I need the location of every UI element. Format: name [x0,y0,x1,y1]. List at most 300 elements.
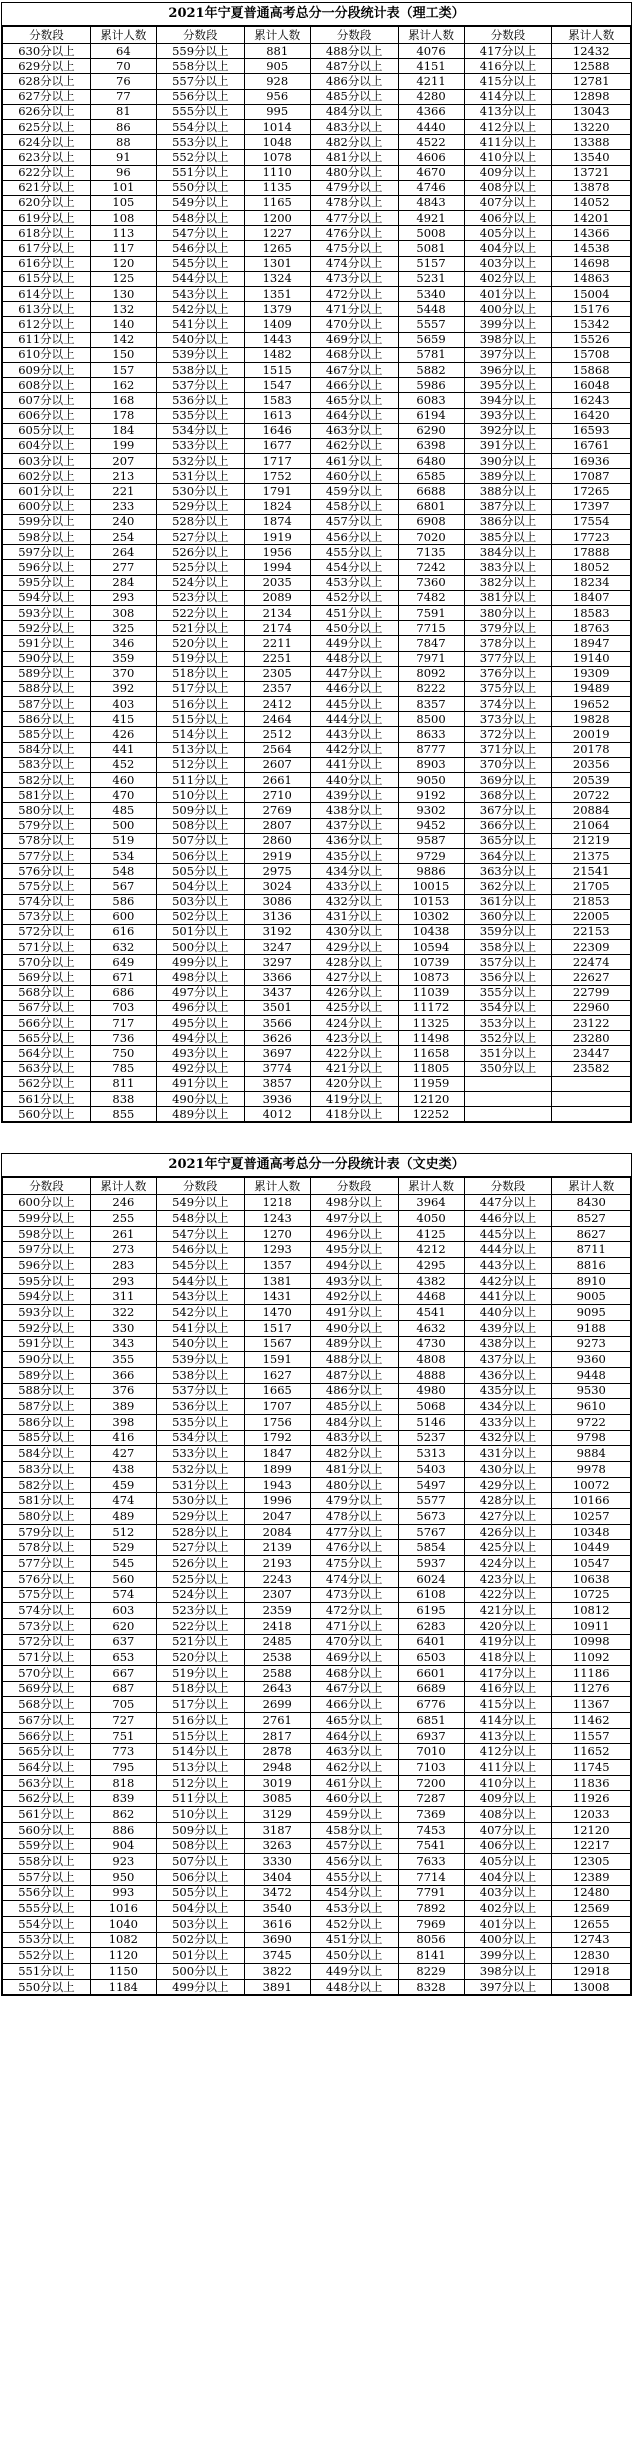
table-row [3,302,631,317]
score-cell: 573分以上 [3,909,91,924]
count-cell: 5008 [398,226,464,241]
score-cell: 600分以上 [3,499,91,514]
count-cell: 293 [90,1273,156,1289]
count-cell: 392 [90,681,156,696]
table-row [3,1571,631,1587]
score-cell: 588分以上 [3,1383,91,1399]
count-cell: 1792 [244,1430,310,1446]
count-cell: 12033 [552,1807,631,1823]
count-cell: 3263 [244,1838,310,1854]
score-cell: 630分以上 [3,44,91,59]
count-cell: 671 [90,970,156,985]
score-cell: 515分以上 [156,712,244,727]
score-cell: 493分以上 [156,1046,244,1061]
count-cell: 1048 [244,135,310,150]
count-cell: 2699 [244,1697,310,1713]
score-table [2,26,631,1122]
score-cell: 425分以上 [464,1540,552,1556]
count-cell: 8092 [398,666,464,681]
count-cell: 7892 [398,1901,464,1917]
count-cell: 14052 [552,195,631,210]
count-cell: 9192 [398,788,464,803]
count-cell: 12432 [552,44,631,59]
count-cell: 9978 [552,1462,631,1478]
table-row [3,271,631,286]
table-row [3,1932,631,1948]
score-cell: 560分以上 [3,1107,91,1122]
score-cell: 436分以上 [464,1367,552,1383]
count-cell: 8527 [552,1211,631,1227]
count-cell: 13043 [552,104,631,119]
score-cell: 443分以上 [310,727,398,742]
count-cell: 4151 [398,59,464,74]
score-cell: 460分以上 [310,1791,398,1807]
count-cell: 717 [90,1016,156,1031]
count-cell: 7103 [398,1760,464,1776]
count-cell: 886 [90,1822,156,1838]
column-header: 累计人数 [552,1178,631,1195]
count-cell: 20356 [552,757,631,772]
count-cell: 703 [90,1000,156,1015]
count-cell: 4366 [398,104,464,119]
table-row [3,681,631,696]
score-cell: 512分以上 [156,757,244,772]
score-cell: 571分以上 [3,1650,91,1666]
count-cell: 21375 [552,848,631,863]
score-cell: 502分以上 [156,1932,244,1948]
score-cell: 477分以上 [310,211,398,226]
count-cell: 10725 [552,1587,631,1603]
count-cell: 1324 [244,271,310,286]
count-cell: 6688 [398,484,464,499]
table-row [3,1336,631,1352]
table-row [3,165,631,180]
count-cell: 11652 [552,1744,631,1760]
score-cell: 429分以上 [310,940,398,955]
score-cell: 560分以上 [3,1822,91,1838]
score-cell: 557分以上 [156,74,244,89]
table-row [3,1760,631,1776]
score-cell [464,1076,552,1091]
score-cell: 494分以上 [310,1258,398,1274]
count-cell [552,1107,631,1122]
count-cell: 1707 [244,1399,310,1415]
score-cell: 507分以上 [156,1854,244,1870]
count-cell: 4050 [398,1211,464,1227]
score-cell: 514分以上 [156,1744,244,1760]
score-cell: 565分以上 [3,1031,91,1046]
score-cell: 495分以上 [156,1016,244,1031]
count-cell: 11557 [552,1728,631,1744]
count-cell: 21541 [552,864,631,879]
score-cell: 531分以上 [156,1477,244,1493]
count-cell: 11276 [552,1681,631,1697]
score-cell: 428分以上 [464,1493,552,1509]
count-cell: 6108 [398,1587,464,1603]
table-row [3,1587,631,1603]
count-cell: 1082 [90,1932,156,1948]
score-cell: 485分以上 [310,1399,398,1415]
score-cell: 448分以上 [310,651,398,666]
count-cell: 2769 [244,803,310,818]
table-row [3,241,631,256]
score-cell: 538分以上 [156,362,244,377]
count-cell: 22799 [552,985,631,1000]
count-cell: 7010 [398,1744,464,1760]
score-cell: 402分以上 [464,1901,552,1917]
table-row [3,1697,631,1713]
count-cell: 261 [90,1226,156,1242]
score-cell: 490分以上 [310,1320,398,1336]
score-cell: 571分以上 [3,940,91,955]
count-cell: 881 [244,44,310,59]
table-row [3,621,631,636]
score-cell: 500分以上 [156,1964,244,1980]
score-cell: 626分以上 [3,104,91,119]
count-cell: 6937 [398,1728,464,1744]
score-cell: 581分以上 [3,1493,91,1509]
score-cell: 449分以上 [310,1964,398,1980]
count-cell: 14863 [552,271,631,286]
count-cell: 8056 [398,1932,464,1948]
table-row [3,1885,631,1901]
count-cell: 2564 [244,742,310,757]
column-header: 分数段 [3,27,91,44]
count-cell: 130 [90,287,156,302]
score-cell: 446分以上 [464,1211,552,1227]
score-cell: 454分以上 [310,560,398,575]
count-cell: 7360 [398,575,464,590]
table-row [3,454,631,469]
score-cell: 544分以上 [156,271,244,286]
count-cell: 10166 [552,1493,631,1509]
score-cell: 500分以上 [156,940,244,955]
count-cell: 376 [90,1383,156,1399]
score-cell: 421分以上 [464,1603,552,1619]
count-cell: 750 [90,1046,156,1061]
score-cell: 369分以上 [464,773,552,788]
score-cell: 610分以上 [3,347,91,362]
count-cell: 6776 [398,1697,464,1713]
table-row [3,1305,631,1321]
score-cell: 505分以上 [156,1885,244,1901]
score-cell: 418分以上 [464,1650,552,1666]
score-cell: 431分以上 [310,909,398,924]
count-cell: 120 [90,256,156,271]
count-cell: 2035 [244,575,310,590]
count-cell: 322 [90,1305,156,1321]
count-cell: 6194 [398,408,464,423]
count-cell: 10547 [552,1556,631,1572]
score-cell: 426分以上 [310,985,398,1000]
count-cell: 10998 [552,1634,631,1650]
score-cell: 436分以上 [310,833,398,848]
column-header: 分数段 [310,1178,398,1195]
score-cell: 502分以上 [156,909,244,924]
score-cell: 414分以上 [464,1713,552,1729]
score-cell: 371分以上 [464,742,552,757]
count-cell: 91 [90,150,156,165]
score-cell: 595分以上 [3,575,91,590]
column-header: 累计人数 [552,27,631,44]
count-cell: 470 [90,788,156,803]
count-cell: 4468 [398,1289,464,1305]
score-cell: 541分以上 [156,1320,244,1336]
score-cell: 498分以上 [310,1195,398,1211]
table-row [3,666,631,681]
score-cell: 501分以上 [156,924,244,939]
count-cell: 3501 [244,1000,310,1015]
score-cell: 465分以上 [310,1713,398,1729]
count-cell: 12830 [552,1948,631,1964]
count-cell [552,1076,631,1091]
score-cell: 417分以上 [464,44,552,59]
count-cell: 23280 [552,1031,631,1046]
table-title: 2021年宁夏普通高考总分一分段统计表（文史类） [2,1154,631,1177]
score-cell: 403分以上 [464,256,552,271]
count-cell: 950 [90,1869,156,1885]
count-cell: 10348 [552,1524,631,1540]
score-cell: 592分以上 [3,1320,91,1336]
count-cell: 6503 [398,1650,464,1666]
count-cell: 862 [90,1807,156,1823]
count-cell: 311 [90,1289,156,1305]
table-row [3,1744,631,1760]
score-cell: 418分以上 [310,1107,398,1122]
score-cell: 408分以上 [464,1807,552,1823]
score-cell: 521分以上 [156,621,244,636]
score-cell: 459分以上 [310,484,398,499]
count-cell: 485 [90,803,156,818]
count-cell: 10812 [552,1603,631,1619]
score-cell: 422分以上 [464,1587,552,1603]
table-row [3,833,631,848]
count-cell: 64 [90,44,156,59]
count-cell: 1756 [244,1414,310,1430]
count-cell: 3024 [244,879,310,894]
count-cell: 366 [90,1367,156,1383]
table-row [3,1414,631,1430]
score-cell: 384分以上 [464,545,552,560]
count-cell: 140 [90,317,156,332]
score-cell: 505分以上 [156,864,244,879]
score-cell: 427分以上 [310,970,398,985]
score-cell: 527分以上 [156,530,244,545]
count-cell: 11498 [398,1031,464,1046]
count-cell: 359 [90,651,156,666]
score-cell: 613分以上 [3,302,91,317]
score-cell: 416分以上 [464,1681,552,1697]
score-cell: 595分以上 [3,1273,91,1289]
score-cell: 533分以上 [156,1446,244,1462]
table-row [3,1091,631,1106]
count-cell: 441 [90,742,156,757]
count-cell: 10015 [398,879,464,894]
count-cell: 4212 [398,1242,464,1258]
count-cell: 2948 [244,1760,310,1776]
score-cell: 380分以上 [464,605,552,620]
count-cell: 108 [90,211,156,226]
count-cell: 96 [90,165,156,180]
table-row [3,1061,631,1076]
score-cell: 444分以上 [464,1242,552,1258]
score-cell: 478分以上 [310,1509,398,1525]
table-row [3,423,631,438]
score-cell [464,1091,552,1106]
score-cell: 490分以上 [156,1091,244,1106]
count-cell: 1943 [244,1477,310,1493]
score-cell: 565分以上 [3,1744,91,1760]
count-cell: 4670 [398,165,464,180]
count-cell: 264 [90,545,156,560]
table-row [3,226,631,241]
score-table-liberal-arts [1,1153,632,1996]
score-cell: 586分以上 [3,1414,91,1430]
score-cell: 496分以上 [310,1226,398,1242]
count-cell: 403 [90,697,156,712]
score-cell: 543分以上 [156,1289,244,1305]
count-cell: 567 [90,879,156,894]
count-cell: 19652 [552,697,631,712]
score-cell: 409分以上 [464,165,552,180]
table-row [3,1211,631,1227]
score-cell: 383分以上 [464,560,552,575]
count-cell: 18583 [552,605,631,620]
score-cell: 399分以上 [464,1948,552,1964]
count-cell: 12743 [552,1932,631,1948]
score-cell: 400分以上 [464,302,552,317]
count-cell: 545 [90,1556,156,1572]
score-cell: 516分以上 [156,1713,244,1729]
score-cell: 358分以上 [464,940,552,955]
count-cell: 162 [90,378,156,393]
count-cell: 13220 [552,119,631,134]
count-cell: 616 [90,924,156,939]
table-row [3,970,631,985]
score-cell: 388分以上 [464,484,552,499]
score-cell: 479分以上 [310,1493,398,1509]
score-cell: 507分以上 [156,833,244,848]
count-cell: 534 [90,848,156,863]
count-cell: 1243 [244,1211,310,1227]
count-cell: 1874 [244,514,310,529]
count-cell: 20539 [552,773,631,788]
count-cell: 18234 [552,575,631,590]
column-header: 累计人数 [398,27,464,44]
table-row [3,1493,631,1509]
count-cell: 2538 [244,1650,310,1666]
count-cell: 653 [90,1650,156,1666]
score-cell: 616分以上 [3,256,91,271]
count-cell: 6801 [398,499,464,514]
score-cell: 574分以上 [3,894,91,909]
score-cell: 465分以上 [310,393,398,408]
score-cell: 602分以上 [3,469,91,484]
score-cell: 529分以上 [156,499,244,514]
score-cell: 457分以上 [310,514,398,529]
score-cell: 628分以上 [3,74,91,89]
table-row [3,590,631,605]
score-cell: 521分以上 [156,1634,244,1650]
score-cell: 531分以上 [156,469,244,484]
score-cell: 547分以上 [156,1226,244,1242]
count-cell: 1791 [244,484,310,499]
score-cell: 544分以上 [156,1273,244,1289]
table-row [3,727,631,742]
table-row [3,211,631,226]
count-cell: 1443 [244,332,310,347]
score-cell: 504分以上 [156,1901,244,1917]
count-cell: 81 [90,104,156,119]
score-cell: 596分以上 [3,1258,91,1274]
table-row [3,1775,631,1791]
score-cell: 491分以上 [156,1076,244,1091]
count-cell: 9587 [398,833,464,848]
score-cell: 413分以上 [464,104,552,119]
count-cell: 19309 [552,666,631,681]
score-cell: 618分以上 [3,226,91,241]
count-cell: 1265 [244,241,310,256]
count-cell: 5068 [398,1399,464,1415]
score-cell: 492分以上 [156,1061,244,1076]
score-cell: 554分以上 [156,119,244,134]
score-cell: 471分以上 [310,1618,398,1634]
count-cell: 529 [90,1540,156,1556]
count-cell: 586 [90,894,156,909]
score-cell: 552分以上 [156,150,244,165]
score-cell: 591分以上 [3,636,91,651]
score-cell: 378分以上 [464,636,552,651]
score-cell: 526分以上 [156,545,244,560]
score-cell: 470分以上 [310,1634,398,1650]
count-cell: 5781 [398,347,464,362]
score-cell: 483分以上 [310,119,398,134]
score-cell: 518分以上 [156,666,244,681]
score-cell: 410分以上 [464,150,552,165]
score-cell: 415分以上 [464,74,552,89]
score-cell: 435分以上 [310,848,398,863]
score-cell: 576分以上 [3,864,91,879]
count-cell: 2878 [244,1744,310,1760]
count-cell: 4012 [244,1107,310,1122]
count-cell: 7633 [398,1854,464,1870]
table-row [3,788,631,803]
score-cell: 548分以上 [156,211,244,226]
table-row [3,1964,631,1980]
count-cell: 785 [90,1061,156,1076]
count-cell: 560 [90,1571,156,1587]
score-cell: 437分以上 [310,818,398,833]
table-row [3,530,631,545]
count-cell: 293 [90,590,156,605]
score-cell: 476分以上 [310,1540,398,1556]
count-cell: 7714 [398,1869,464,1885]
score-cell: 419分以上 [310,1091,398,1106]
count-cell: 308 [90,605,156,620]
count-cell: 2211 [244,636,310,651]
count-cell: 12569 [552,1901,631,1917]
score-cell: 368分以上 [464,788,552,803]
count-cell: 10438 [398,924,464,939]
score-cell: 603分以上 [3,454,91,469]
count-cell: 637 [90,1634,156,1650]
count-cell: 1381 [244,1273,310,1289]
score-cell: 361分以上 [464,894,552,909]
score-cell: 422分以上 [310,1046,398,1061]
count-cell: 4541 [398,1305,464,1321]
score-cell: 363分以上 [464,864,552,879]
score-cell: 443分以上 [464,1258,552,1274]
